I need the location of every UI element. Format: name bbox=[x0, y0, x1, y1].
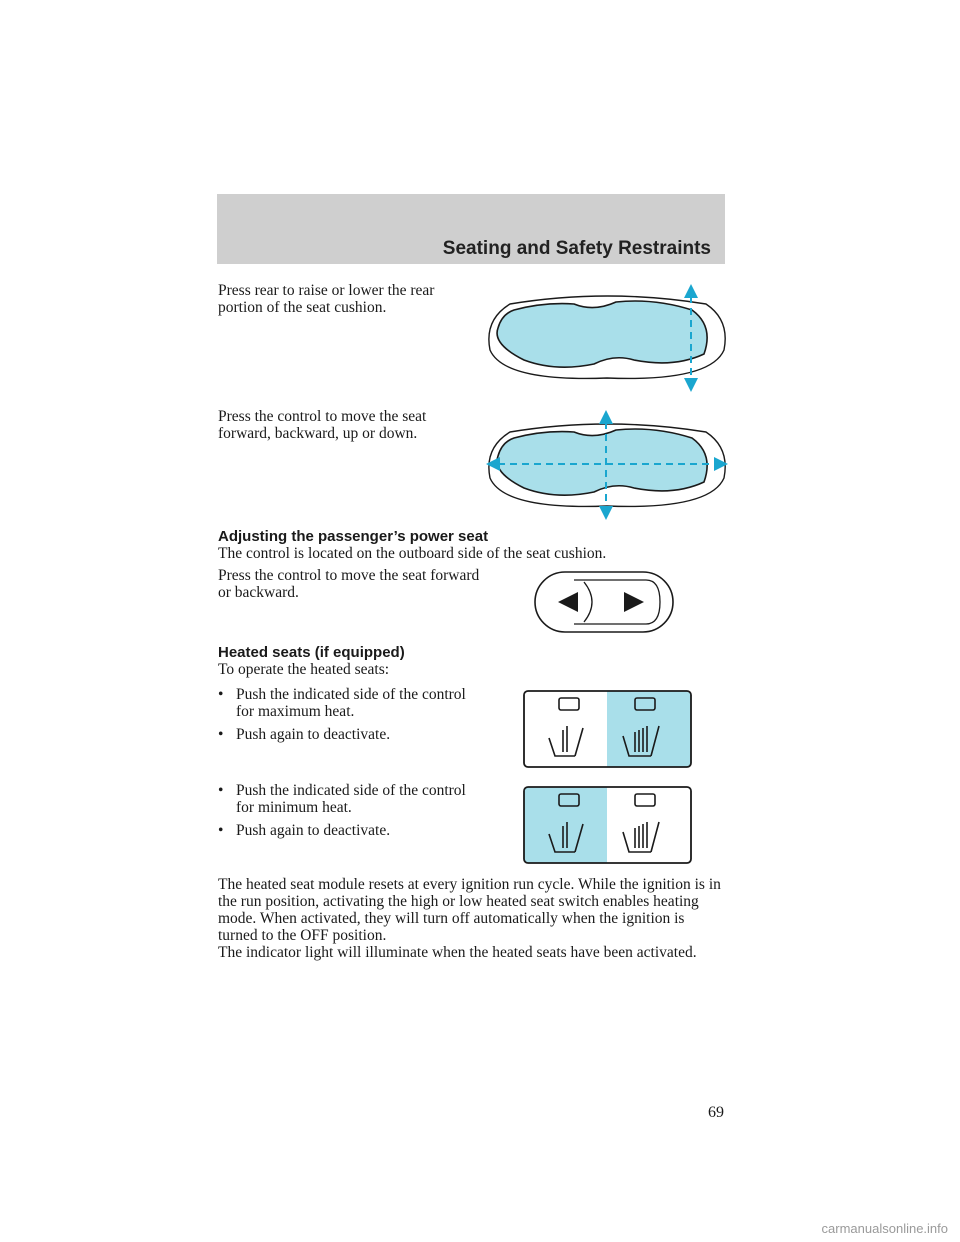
bullet-glyph: • bbox=[218, 782, 224, 799]
para-move-control: Press the control to move the seat forward, backward, up or down. bbox=[218, 408, 427, 442]
heated-seats-intro: To operate the heated seats: bbox=[218, 661, 390, 678]
page-number: 69 bbox=[708, 1104, 724, 1121]
heated-seat-high-switch-figure bbox=[523, 690, 693, 770]
para-rear-adjust: Press rear to raise or lower the rear portion of the seat cushion. bbox=[218, 282, 435, 316]
bullet-text: Push the indicated side of the control for minimum heat. bbox=[236, 782, 466, 816]
seat-rear-tilt-figure bbox=[484, 282, 730, 394]
indicator-light-paragraph: The indicator light will illuminate when the heated seats have been activated. bbox=[218, 944, 697, 961]
list-item bbox=[218, 782, 478, 816]
watermark: carmanualsonline.info bbox=[821, 1221, 948, 1236]
heated-reset-paragraph: The heated seat module resets at every ignition run cycle. While the ignition is in the run position, activating the high or low heated seat switch enables heating mode. When activated, they will turn off automatically when the ignition is turned to the OFF position. bbox=[218, 876, 721, 944]
bullet-glyph: • bbox=[218, 822, 224, 839]
list-item bbox=[218, 726, 478, 743]
seat-four-way-figure bbox=[484, 408, 730, 522]
passenger-seat-heading: Adjusting the passenger’s power seat bbox=[218, 528, 489, 545]
heated-seats-heading: Heated seats (if equipped) bbox=[218, 644, 405, 661]
bullet-text: Push again to deactivate. bbox=[236, 726, 391, 743]
bullet-glyph: • bbox=[218, 686, 224, 703]
bullet-text: Push again to deactivate. bbox=[236, 822, 391, 839]
header-band bbox=[217, 194, 725, 264]
list-item bbox=[218, 686, 478, 720]
list-item bbox=[218, 822, 478, 839]
passenger-seat-switch-figure bbox=[534, 570, 676, 636]
section-title: Seating and Safety Restraints bbox=[442, 238, 711, 259]
passenger-control-location: The control is located on the outboard side of the seat cushion. bbox=[218, 545, 607, 562]
heated-seat-low-switch-figure bbox=[523, 786, 693, 866]
passenger-instruction: Press the control to move the seat forward or backward. bbox=[218, 567, 480, 601]
bullet-glyph: • bbox=[218, 726, 224, 743]
bullet-text: Push the indicated side of the control for maximum heat. bbox=[236, 686, 466, 720]
